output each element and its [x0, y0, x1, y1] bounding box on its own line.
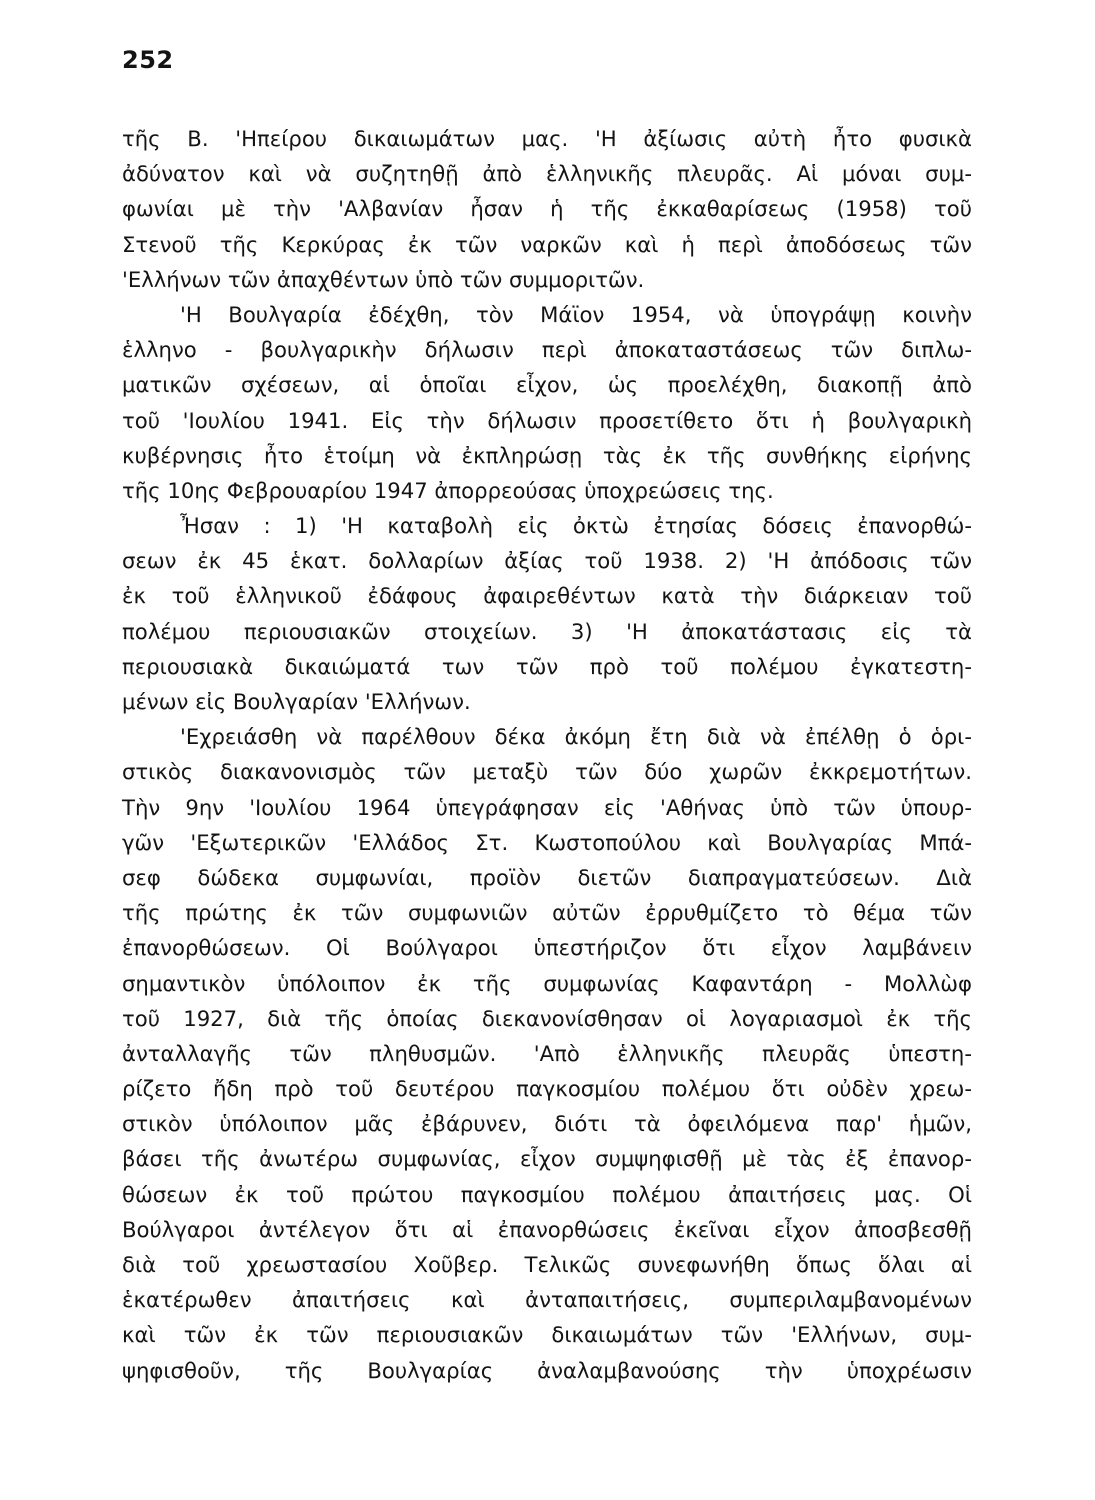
text-line: τοῦ 1927, διὰ τῆς ὁποίας διεκανονίσθησαν οἱ λογαριασμοὶ ἐκ τῆς	[122, 1005, 972, 1031]
text-line: ἑκατέρωθεν ἀπαιτήσεις καὶ ἀνταπαιτήσεις, συμπεριλαμβανομένων	[122, 1287, 972, 1313]
page-number: 252	[122, 46, 174, 74]
text-line: διὰ τοῦ χρεωστασίου Χοῦβερ. Τελικῶς συνεφωνήθη ὅπως ὅλαι αἱ	[122, 1252, 972, 1277]
text-line: μένων εἰς Βουλγαρίαν 'Ελλήνων.	[122, 689, 471, 714]
text-line: Στενοῦ τῆς Κερκύρας ἐκ τῶν ναρκῶν καὶ ἡ περὶ ἀποδόσεως τῶν	[122, 231, 972, 257]
text-line: ἐπανορθώσεων. Οἱ Βούλγαροι ὑπεστήριζον ὅτι εἶχον λαμβάνειν	[122, 935, 972, 961]
text-line: πολέμου περιουσιακῶν στοιχείων. 3) 'Η ἀποκατάστασις εἰς τὰ	[122, 618, 972, 644]
text-line: στικὸν ὑπόλοιπον μᾶς ἐβάρυνεν, διότι τὰ ὀφειλόμενα παρ' ἡμῶν,	[122, 1111, 972, 1137]
text-line: ἐκ τοῦ ἑλληνικοῦ ἐδάφους ἀφαιρεθέντων κατὰ τὴν διάρκειαν τοῦ	[122, 583, 972, 609]
text-line: ἀδύνατον καὶ νὰ συζητηθῇ ἀπὸ ἑλληνικῆς πλευρᾶς. Αἱ μόναι συμ-	[122, 161, 972, 187]
text-line: 'Εχρειάσθη νὰ παρέλθουν δέκα ἀκόμη ἔτη διὰ νὰ ἐπέλθῃ ὁ ὁρι-	[180, 724, 972, 750]
text-line: φωνίαι μὲ τὴν 'Αλβανίαν ἦσαν ἡ τῆς ἐκκαθαρίσεως (1958) τοῦ	[122, 196, 972, 222]
text-line: τοῦ 'Ιουλίου 1941. Εἰς τὴν δήλωσιν προσετίθετο ὅτι ἡ βουλγαρικὴ	[122, 407, 972, 433]
text-line: ἑλληνο - βουλγαρικὴν δήλωσιν περὶ ἀποκαταστάσεως τῶν διπλω-	[122, 337, 972, 363]
text-line: Βούλγαροι ἀντέλεγον ὅτι αἱ ἐπανορθώσεις ἐκεῖναι εἶχον ἀποσβεσθῇ	[122, 1216, 972, 1242]
text-line: σεων ἐκ 45 ἑκατ. δολλαρίων ἀξίας τοῦ 1938. 2) 'Η ἀπόδοσις τῶν	[122, 548, 972, 574]
text-line: 'Ελλήνων τῶν ἀπαχθέντων ὑπὸ τῶν συμμοριτῶν.	[122, 266, 645, 292]
text-line: βάσει τῆς ἀνωτέρω συμφωνίας, εἶχον συμψηφισθῇ μὲ τὰς ἐξ ἐπανορ-	[122, 1146, 972, 1172]
text-line: τῆς πρώτης ἐκ τῶν συμφωνιῶν αὐτῶν ἐρρυθμίζετο τὸ θέμα τῶν	[122, 900, 972, 926]
text-line: τῆς Β. 'Ηπείρου δικαιωμάτων μας. 'Η ἀξίωσις αὐτὴ ἦτο φυσικὰ	[122, 126, 972, 151]
text-line: 'Η Βουλγαρία ἐδέχθη, τὸν Μάϊον 1954, νὰ ὑπογράψῃ κοινὴν	[180, 301, 972, 327]
text-line: στικὸς διακανονισμὸς τῶν μεταξὺ τῶν δύο χωρῶν ἐκκρεμοτήτων.	[122, 759, 972, 785]
text-line: ρίζετο ἤδη πρὸ τοῦ δευτέρου παγκοσμίου πολέμου ὅτι οὐδὲν χρεω-	[122, 1076, 972, 1102]
text-line: ψηφισθοῦν, τῆς Βουλγαρίας ἀναλαμβανούσης τὴν ὑποχρέωσιν	[122, 1357, 972, 1383]
text-line: τῆς 10ης Φεβρουαρίου 1947 ἀπορρεούσας ὑποχρεώσεις της.	[122, 477, 774, 503]
text-line: σημαντικὸν ὑπόλοιπον ἐκ τῆς συμφωνίας Καφαντάρη - Μολλὼφ	[122, 970, 972, 996]
text-line: θώσεων ἐκ τοῦ πρώτου παγκοσμίου πολέμου ἀπαιτήσεις μας. Οἱ	[122, 1181, 972, 1207]
text-line: περιουσιακὰ δικαιώματά των τῶν πρὸ τοῦ πολέμου ἐγκατεστη-	[122, 653, 972, 679]
text-line: κυβέρνησις ἦτο ἑτοίμη νὰ ἐκπληρώσῃ τὰς ἐκ τῆς συνθήκης εἰρήνης	[122, 442, 972, 468]
text-line: ματικῶν σχέσεων, αἱ ὁποῖαι εἶχον, ὡς προελέχθη, διακοπῇ ἀπὸ	[122, 372, 972, 398]
text-line: γῶν 'Εξωτερικῶν 'Ελλάδος Στ. Κωστοπούλου καὶ Βουλγαρίας Μπά-	[122, 829, 972, 855]
text-line: Ἦσαν : 1) 'Η καταβολὴ εἰς ὀκτὼ ἐτησίας δόσεις ἐπανορθώ-	[180, 513, 972, 539]
text-line: σεφ δώδεκα συμφωνίαι, προϊὸν διετῶν διαπραγματεύσεων. Διὰ	[122, 864, 972, 890]
body-text	[122, 121, 972, 1388]
text-line: ἀνταλλαγῆς τῶν πληθυσμῶν. 'Απὸ ἑλληνικῆς πλευρᾶς ὑπεστη-	[122, 1040, 972, 1066]
text-line: Τὴν 9ην 'Ιουλίου 1964 ὑπεγράφησαν εἰς 'Αθήνας ὑπὸ τῶν ὑπουρ-	[122, 794, 972, 820]
text-line: καὶ τῶν ἐκ τῶν περιουσιακῶν δικαιωμάτων τῶν 'Ελλήνων, συμ-	[122, 1322, 972, 1348]
